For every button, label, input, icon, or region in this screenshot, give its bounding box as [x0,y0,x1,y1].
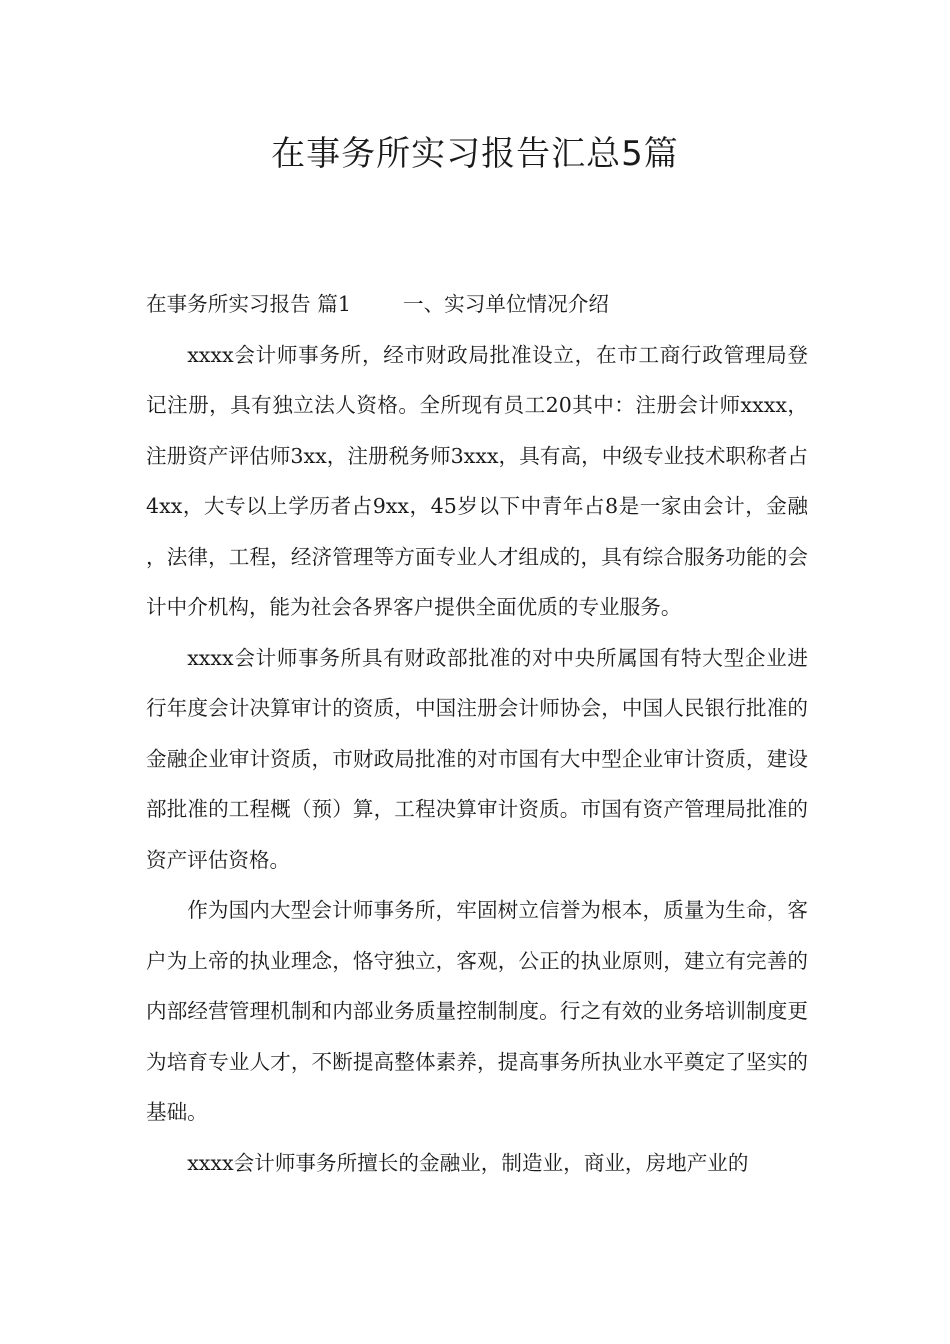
document-title: 在事务所实习报告汇总5篇 [271,134,679,174]
paragraph: xxxx会计师事务所，经市财政局批准设立，在市工商行政管理局登记注册，具有独立法人资格。全所现有员工20其中：注册会计师xxxx，注册资产评估师3xx，注册税务师3xxx，具有高，中级专业技术职称者占4xx，大专以上学历者占9xx，45岁以下中青年占8是一家由会计，金融，法律，工程，经济管理等方面专业人才组成的，具有综合服务功能的会计中介机构，能为社会各界客户提供全面优质的专业服务。 [146,342,808,619]
section-heading: 一、实习单位情况介绍 [403,292,609,316]
paragraph: xxxx会计师事务所具有财政部批准的对中央所属国有特大型企业进行年度会计决算审计的资质，中国注册会计师协会，中国人民银行批准的金融企业审计资质，市财政局批准的对市国有大中型企业审计资质，建设部批准的工程概（预）算，工程决算审计资质。市国有资产管理局批准的资产评估资格。 [146,645,808,872]
document-body [146,279,808,1188]
section-label: 在事务所实习报告 篇1 [146,292,351,316]
paragraph: xxxx会计师事务所擅长的金融业，制造业，商业，房地产业的 [187,1150,749,1175]
paragraph: 作为国内大型会计师事务所，牢固树立信誉为根本，质量为生命，客户为上帝的执业理念，恪守独立，客观，公正的执业原则，建立有完善的内部经营管理机制和内部业务质量控制制度。行之有效的业务培训制度更为培育专业人才，不断提高整体素养，提高事务所执业水平奠定了坚实的基础。 [146,898,808,1124]
section-heading-line [146,279,808,330]
